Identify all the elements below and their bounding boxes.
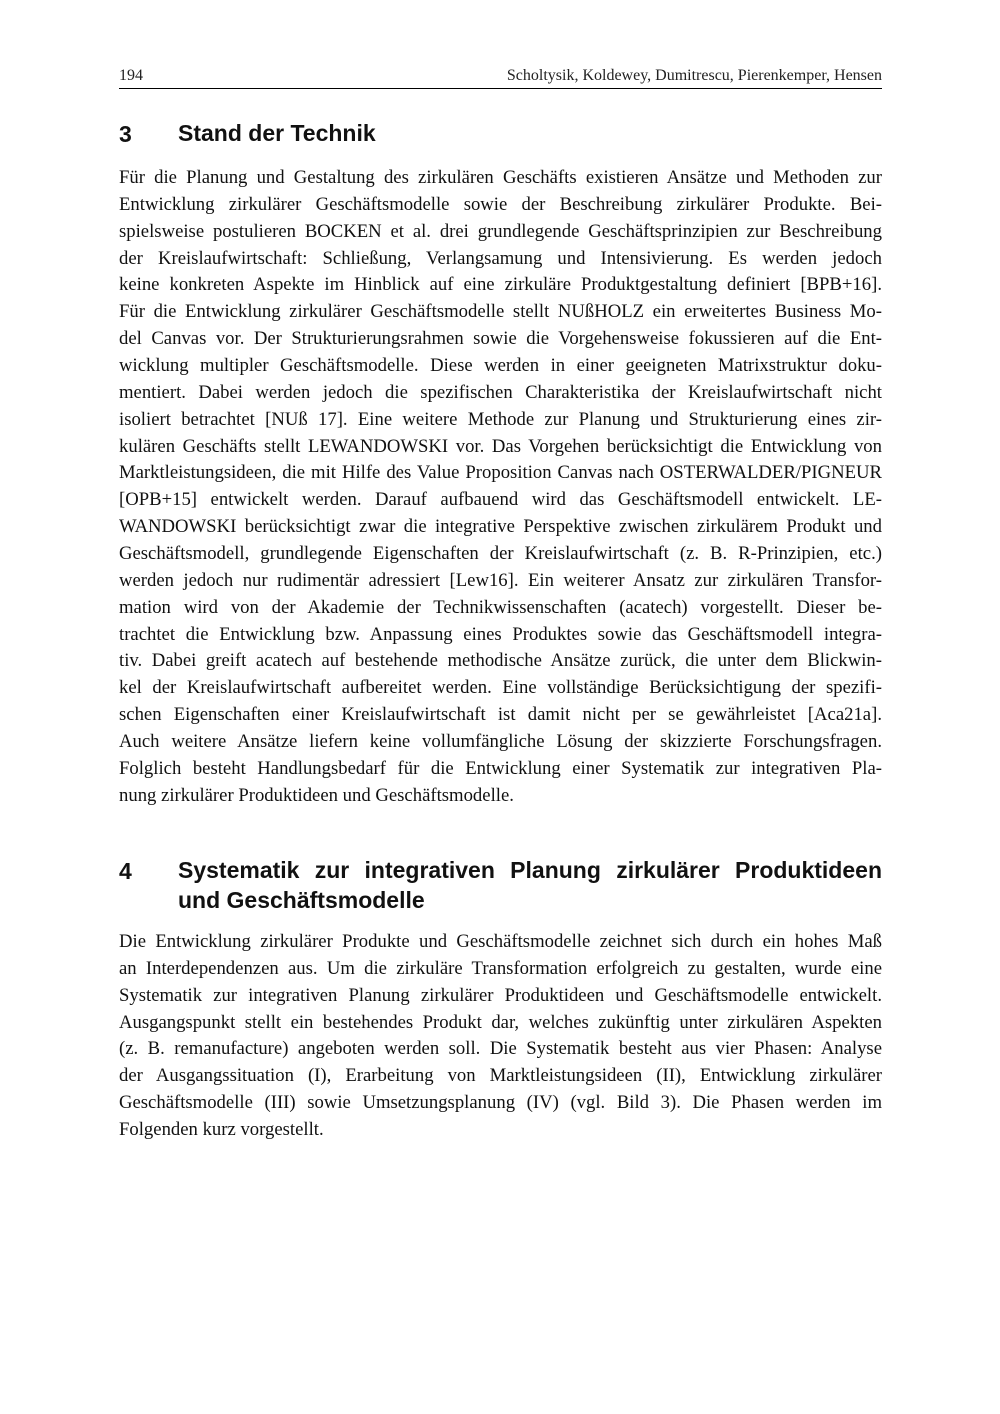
section-3-paragraph — [119, 165, 882, 810]
running-header — [119, 66, 882, 89]
section-3-title: Stand der Technik — [178, 120, 376, 146]
paragraph-line: Für die Planung und Gestaltung des zirkulären Geschäfts existieren Ansätze und Methoden zur — [119, 167, 882, 188]
section-4-title-line: und Geschäftsmodelle — [178, 887, 425, 913]
paragraph-line: Geschäftsmodelle (III) sowie Umsetzungsplanung (IV) (vgl. Bild 3). Die Phasen werden im — [119, 1092, 882, 1114]
paragraph-line: werden jedoch nur rudimentär adressiert [Lew16]. Ein weiterer Ansatz zur zirkulären Transfor- — [119, 569, 882, 591]
page-number: 194 — [119, 67, 143, 84]
paragraph-line: schen Eigenschaften einer Kreislaufwirtschaft ist damit nicht per se gewährleistet [Aca21a]. — [119, 704, 882, 726]
paragraph-line: keine konkreten Aspekte im Hinblick auf eine zirkuläre Produktgestaltung definiert [BPB+16]. — [119, 274, 882, 296]
paragraph-line: der Kreislaufwirtschaft: Schließung, Verlangsamung und Intensivierung. Es werden jedoch — [119, 247, 882, 269]
paragraph-line: wicklung multipler Geschäftsmodelle. Diese werden in einer geeigneten Matrixstruktur doku- — [119, 355, 882, 377]
paragraph-line: (z. B. remanufacture) angeboten werden soll. Die Systematik besteht aus vier Phasen: Analyse — [119, 1038, 882, 1060]
paragraph-line: Ausgangspunkt stellt ein bestehendes Produkt dar, welches zukünftig unter zirkulären Aspekten — [119, 1011, 882, 1033]
paragraph-line: nung zirkulärer Produktideen und Geschäftsmodelle. — [119, 784, 514, 806]
paragraph-line: Geschäftsmodell, grundlegende Eigenschaften der Kreislaufwirtschaft (z. B. R-Prinzipien, etc.) — [119, 543, 882, 565]
paragraph-line: Systematik zur integrativen Planung zirkulärer Produktideen und Geschäftsmodelle entwickelt. — [119, 984, 882, 1006]
section-3-number: 3 — [119, 121, 132, 147]
paragraph-line: kel der Kreislaufwirtschaft aufbereitet werden. Eine vollständige Berücksichtigung der spezifi- — [119, 677, 882, 699]
section-4-paragraph — [119, 929, 882, 1144]
paragraph-line: tiv. Dabei greift acatech auf bestehende methodische Ansätze zurück, die unter dem Blickwin- — [119, 650, 882, 672]
paragraph-line: Die Entwicklung zirkulärer Produkte und Geschäftsmodelle zeichnet sich durch ein hohes Maß — [119, 931, 882, 952]
section-4-title-line: Systematik zur integrativen Planung zirkulärer Produktideen — [178, 857, 882, 883]
paragraph-line: mation wird von der Akademie der Technikwissenschaften (acatech) vorgestellt. Dieser be- — [119, 596, 882, 618]
section-4-title — [178, 855, 882, 915]
paragraph-line: Folglich besteht Handlungsbedarf für die Entwicklung einer Systematik zur integrativen Pla- — [119, 757, 882, 779]
paragraph-line: spielsweise postulieren BOCKEN et al. drei grundlegende Geschäftsprinzipien zur Beschreibung — [119, 220, 882, 242]
paragraph-line: Folgenden kurz vorgestellt. — [119, 1119, 324, 1141]
paragraph-line: [OPB+15] entwickelt werden. Darauf aufbauend wird das Geschäftsmodell entwickelt. LE- — [119, 489, 882, 511]
paragraph-line: der Ausgangssituation (I), Erarbeitung von Marktleistungsideen (II), Entwicklung zirkulärer — [119, 1065, 882, 1087]
paragraph-line: del Canvas vor. Der Strukturierungsrahmen sowie die Vorgehensweise fokussieren auf die Ent- — [119, 328, 882, 350]
paragraph-line: isoliert betrachtet [NUß 17]. Eine weitere Methode zur Planung und Strukturierung eines zir- — [119, 408, 882, 430]
paragraph-line: trachtet die Entwicklung bzw. Anpassung eines Produktes sowie das Geschäftsmodell integra- — [119, 623, 882, 645]
section-4-number: 4 — [119, 858, 132, 884]
paragraph-line: Entwicklung zirkulärer Geschäftsmodelle sowie der Beschreibung zirkulärer Produkte. Bei- — [119, 193, 882, 215]
paragraph-line: WANDOWSKI berücksichtigt zwar die integrative Perspektive zwischen zirkulärem Produkt und — [119, 516, 882, 538]
paragraph-line: Auch weitere Ansätze liefern keine vollumfängliche Lösung der skizzierte Forschungsfragen. — [119, 731, 882, 753]
paragraph-line: mentiert. Dabei werden jedoch die spezifischen Charakteristika der Kreislaufwirtschaft nicht — [119, 381, 882, 403]
paragraph-line: kulären Geschäfts stellt LEWANDOWSKI vor. Das Vorgehen berücksichtigt die Entwicklung von — [119, 435, 882, 457]
paragraph-line: Für die Entwicklung zirkulärer Geschäftsmodelle stellt NUßHOLZ ein erweitertes Business Mo- — [119, 301, 882, 323]
paragraph-line: an Interdependenzen aus. Um die zirkuläre Transformation erfolgreich zu gestalten, wurde eine — [119, 957, 882, 979]
header-authors: Scholtysik, Koldewey, Dumitrescu, Pierenkemper, Hensen — [506, 67, 882, 84]
paragraph-line: Marktleistungsideen, die mit Hilfe des Value Proposition Canvas nach OSTERWALDER/PIGNEUR — [119, 462, 882, 484]
